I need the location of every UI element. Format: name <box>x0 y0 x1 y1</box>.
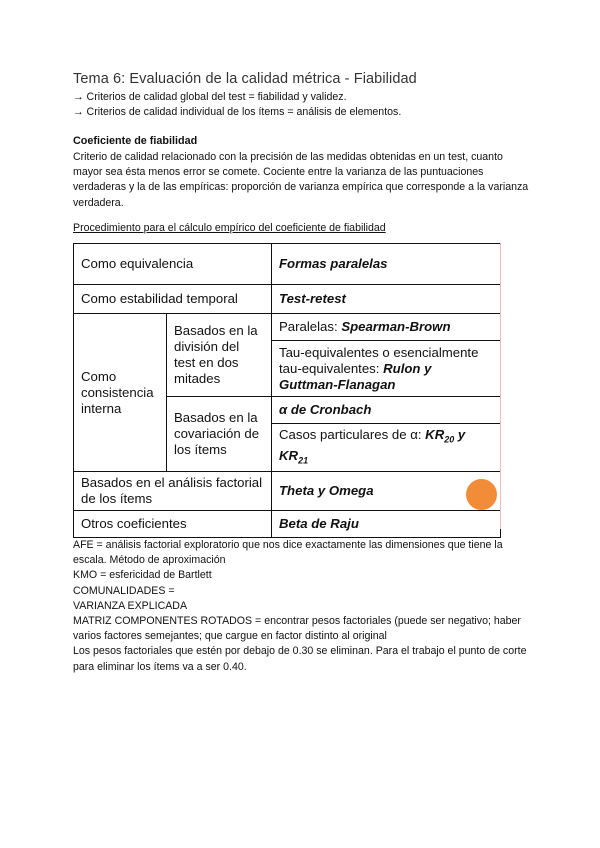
row-value: Test-retest <box>272 285 501 314</box>
notes-block <box>73 538 533 675</box>
row-value: Beta de Raju <box>272 511 501 538</box>
section-heading: Coeficiente de fiabilidad <box>73 135 198 147</box>
internal-consistency-label: Como consistencia interna <box>74 314 167 472</box>
split-half-label: Basados en la división del test en dos mitades <box>167 314 272 397</box>
criteria-individual-line: → Criterios de calidad individual de los ítems = análisis de elementos. <box>73 106 402 118</box>
row-label: Como equivalencia <box>74 244 272 285</box>
row-label: Como estabilidad temporal <box>74 285 272 314</box>
page-title: Tema 6: Evaluación de la calidad métrica - Fiabilidad <box>73 71 417 87</box>
orange-marker-dot <box>466 479 497 510</box>
row-label: Basados en el análisis factorial de los ítems <box>74 472 272 511</box>
covariation-label: Basados en la covariación de los ítems <box>167 397 272 472</box>
table-row <box>74 244 501 285</box>
row-label: Otros coeficientes <box>74 511 272 538</box>
cronbach-alpha: α de Cronbach <box>272 397 501 424</box>
row-value: Theta y Omega <box>272 472 501 511</box>
rulon-guttman: Rulon y Guttman-Flanagan <box>279 360 432 392</box>
kr-cell: Casos particulares de α: $KR_{20}$ y $KR_{21}$ <box>272 424 501 472</box>
spearman-brown: Spearman-Brown <box>341 319 451 334</box>
note-line: VARIANZA EXPLICADA <box>73 599 188 612</box>
definition-paragraph: Criterio de calidad relacionado con la precisión de las medidas obtenidas en un test, cuanto mayor sea ésta menos error se comete. Cociente entre la varianza de las puntuaciones verdaderas y la de las empíricas: proporción de varianza empírica que corresponde a la varianza verdadera. <box>73 151 529 209</box>
reliability-table <box>73 243 501 538</box>
margin-line <box>500 243 501 529</box>
table-row <box>74 511 501 538</box>
table-row <box>74 314 501 341</box>
criteria-global-line: → Criterios de calidad global del test = fiabilidad y validez. <box>73 91 347 103</box>
note-line: AFE = análisis factorial exploratorio que nos dice exactamente las dimensiones que tiene la escala. Método de aproximación <box>73 539 503 567</box>
note-line: KMO = esfericidad de Bartlett <box>73 569 212 582</box>
row-value: Formas paralelas <box>272 244 501 285</box>
table-row <box>74 472 501 511</box>
tau-cell: Tau-equivalentes o esencialmente tau-equivalentes: Rulon y Guttman-Flanagan <box>272 341 501 397</box>
procedure-title: Procedimiento para el cálculo empírico del coeficiente de fiabilidad <box>73 222 386 234</box>
note-line: Los pesos factoriales que estén por debajo de 0.30 se eliminan. Para el trabajo el punto de corte para eliminar los ítems va a ser 0.40. <box>73 645 527 673</box>
note-line: MATRIZ COMPONENTES ROTADOS = encontrar pesos factoriales (puede ser negativo; haber varios factores semejantes; que cargue en factor distinto al original <box>73 615 521 643</box>
parallel-cell: Paralelas: Spearman-Brown <box>272 314 501 341</box>
note-line: COMUNALIDADES = <box>73 584 175 597</box>
table-row <box>74 285 501 314</box>
